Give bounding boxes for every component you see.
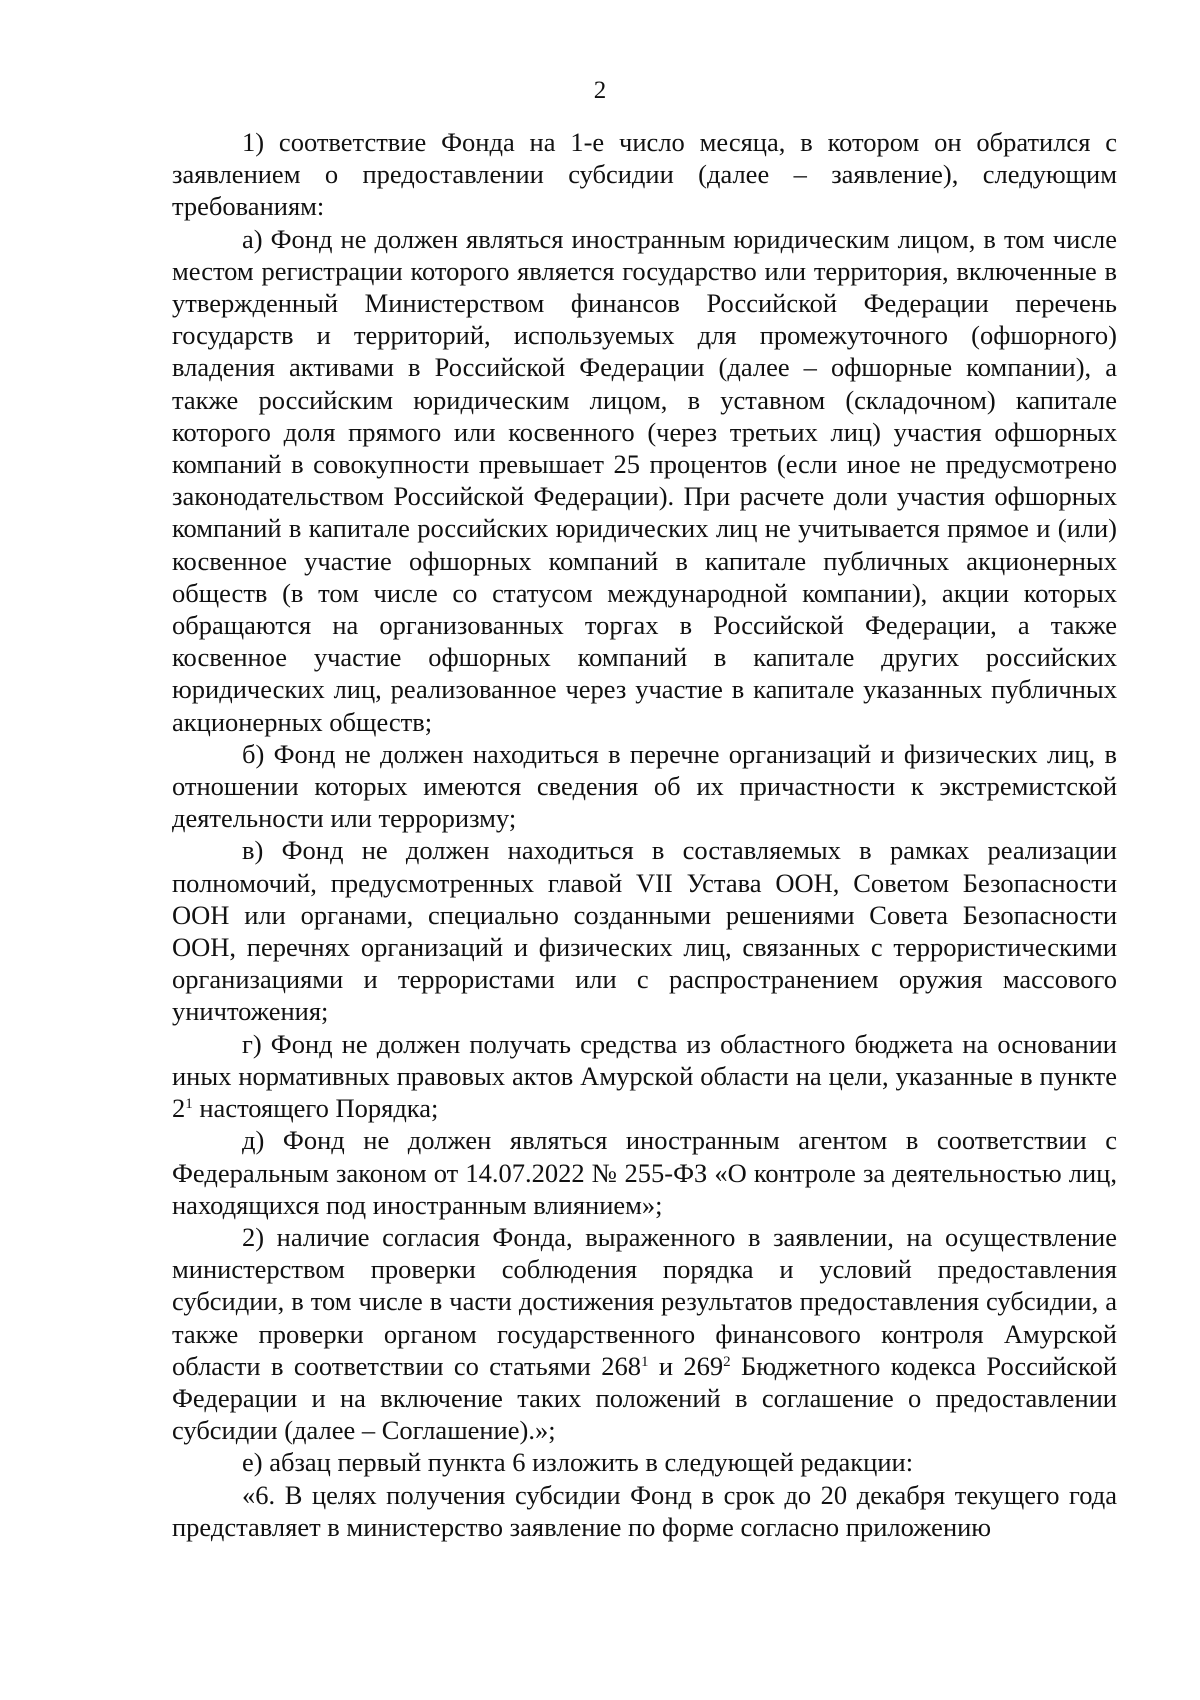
text-run: д) Фонд не должен являться иностранным агентом в соответствии с Федеральным законом от 14.07.2022 № 255-ФЗ «О контроле за деятельностью лиц, находящихся под иностранным влиянием»; [172,1125,1117,1220]
paragraph-p3 [172,738,1117,835]
superscript: 2 [723,1353,731,1370]
text-run: «6. В целях получения субсидии Фонд в срок до 20 декабря текущего года представляет в министерство заявление по форме согласно приложению [172,1479,1117,1542]
text-run: в) Фонд не должен находиться в составляемых в рамках реализации полномочий, предусмотренных главой VII Устава ООН, Советом Безопасности ООН или органами, специально созданными решениями Совета Безопасности ООН, перечнях организаций и физических лиц, связанных с террористическими организациями и террористами или с распространением оружия массового уничтожения; [172,835,1117,1027]
text-run: 2) наличие согласия Фонда, выраженного в заявлении, на осуществление министерством проверки соблюдения порядка и условий предоставления субсидии, в том числе в части достижения результатов предоставления субсидии, а также проверки органом государственного финансового контроля Амурской области в соответствии со статьями 268 [172,1221,1117,1381]
paragraph-p4 [172,834,1117,1027]
paragraph-p5 [172,1028,1117,1125]
page-number: 2 [593,77,607,104]
superscript: 1 [640,1353,649,1370]
paragraph-p6 [172,1124,1117,1221]
superscript: 1 [185,1096,193,1113]
text-run: б) Фонд не должен находиться в перечне организаций и физических лиц, в отношении которых имеются сведения об их причастности к экстремистской деятельности или терроризму; [172,738,1117,834]
text-run: Бюджетного кодекса Российской Федерации и на включение таких положений в соглашение о предоставлении субсидии (далее – Соглашение).»; [172,1350,1117,1446]
paragraph-p1 [172,126,1117,223]
paragraph-p7 [172,1221,1117,1446]
text-run: 1) соответствие Фонда на 1-е число месяца, в котором он обратился с заявлением о предоставлении субсидии (далее – заявление), следующим требованиям: [172,127,1117,222]
text-run: г) Фонд не должен получать средства из областного бюджета на основании иных нормативных правовых актов Амурской области на цели, указанные в пункте 2 [172,1028,1117,1124]
paragraph-p8 [172,1446,1117,1478]
text-run: настоящего Порядка; [192,1093,439,1124]
text-run: и 269 [648,1350,724,1381]
text-run: е) абзац первый пункта 6 изложить в следующей редакции: [242,1447,914,1478]
paragraph-p9 [172,1479,1117,1543]
text-run: а) Фонд не должен являться иностранным юридическим лицом, в том числе местом регистрации которого является государство или территория, включенные в утвержденный Министерством финансов Российской Федерации перечень государств и территорий, используемых для промежуточного (офшорного) владения активами в Российской Федерации (далее – офшорные компании), а также российским юридическим лицом, в уставном (складочном) капитале которого доля прямого или косвенного (через третьих лиц) участия офшорных компаний в совокупности превышает 25 процентов (если иное не предусмотрено законодательством Российской Федерации). При расчете доли участия офшорных компаний в капитале российских юридических лиц не учитывается прямое и (или) косвенное участие офшорных компаний в капитале публичных акционерных обществ (в том числе со статусом международной компании), акции которых обращаются на организованных торгах в Российской Федерации, а также косвенное участие офшорных компаний в капитале других российских юридических лиц, реализованное через участие в капитале указанных публичных акционерных обществ; [172,223,1117,737]
paragraph-p2 [172,223,1117,738]
document-body [172,126,1117,1543]
